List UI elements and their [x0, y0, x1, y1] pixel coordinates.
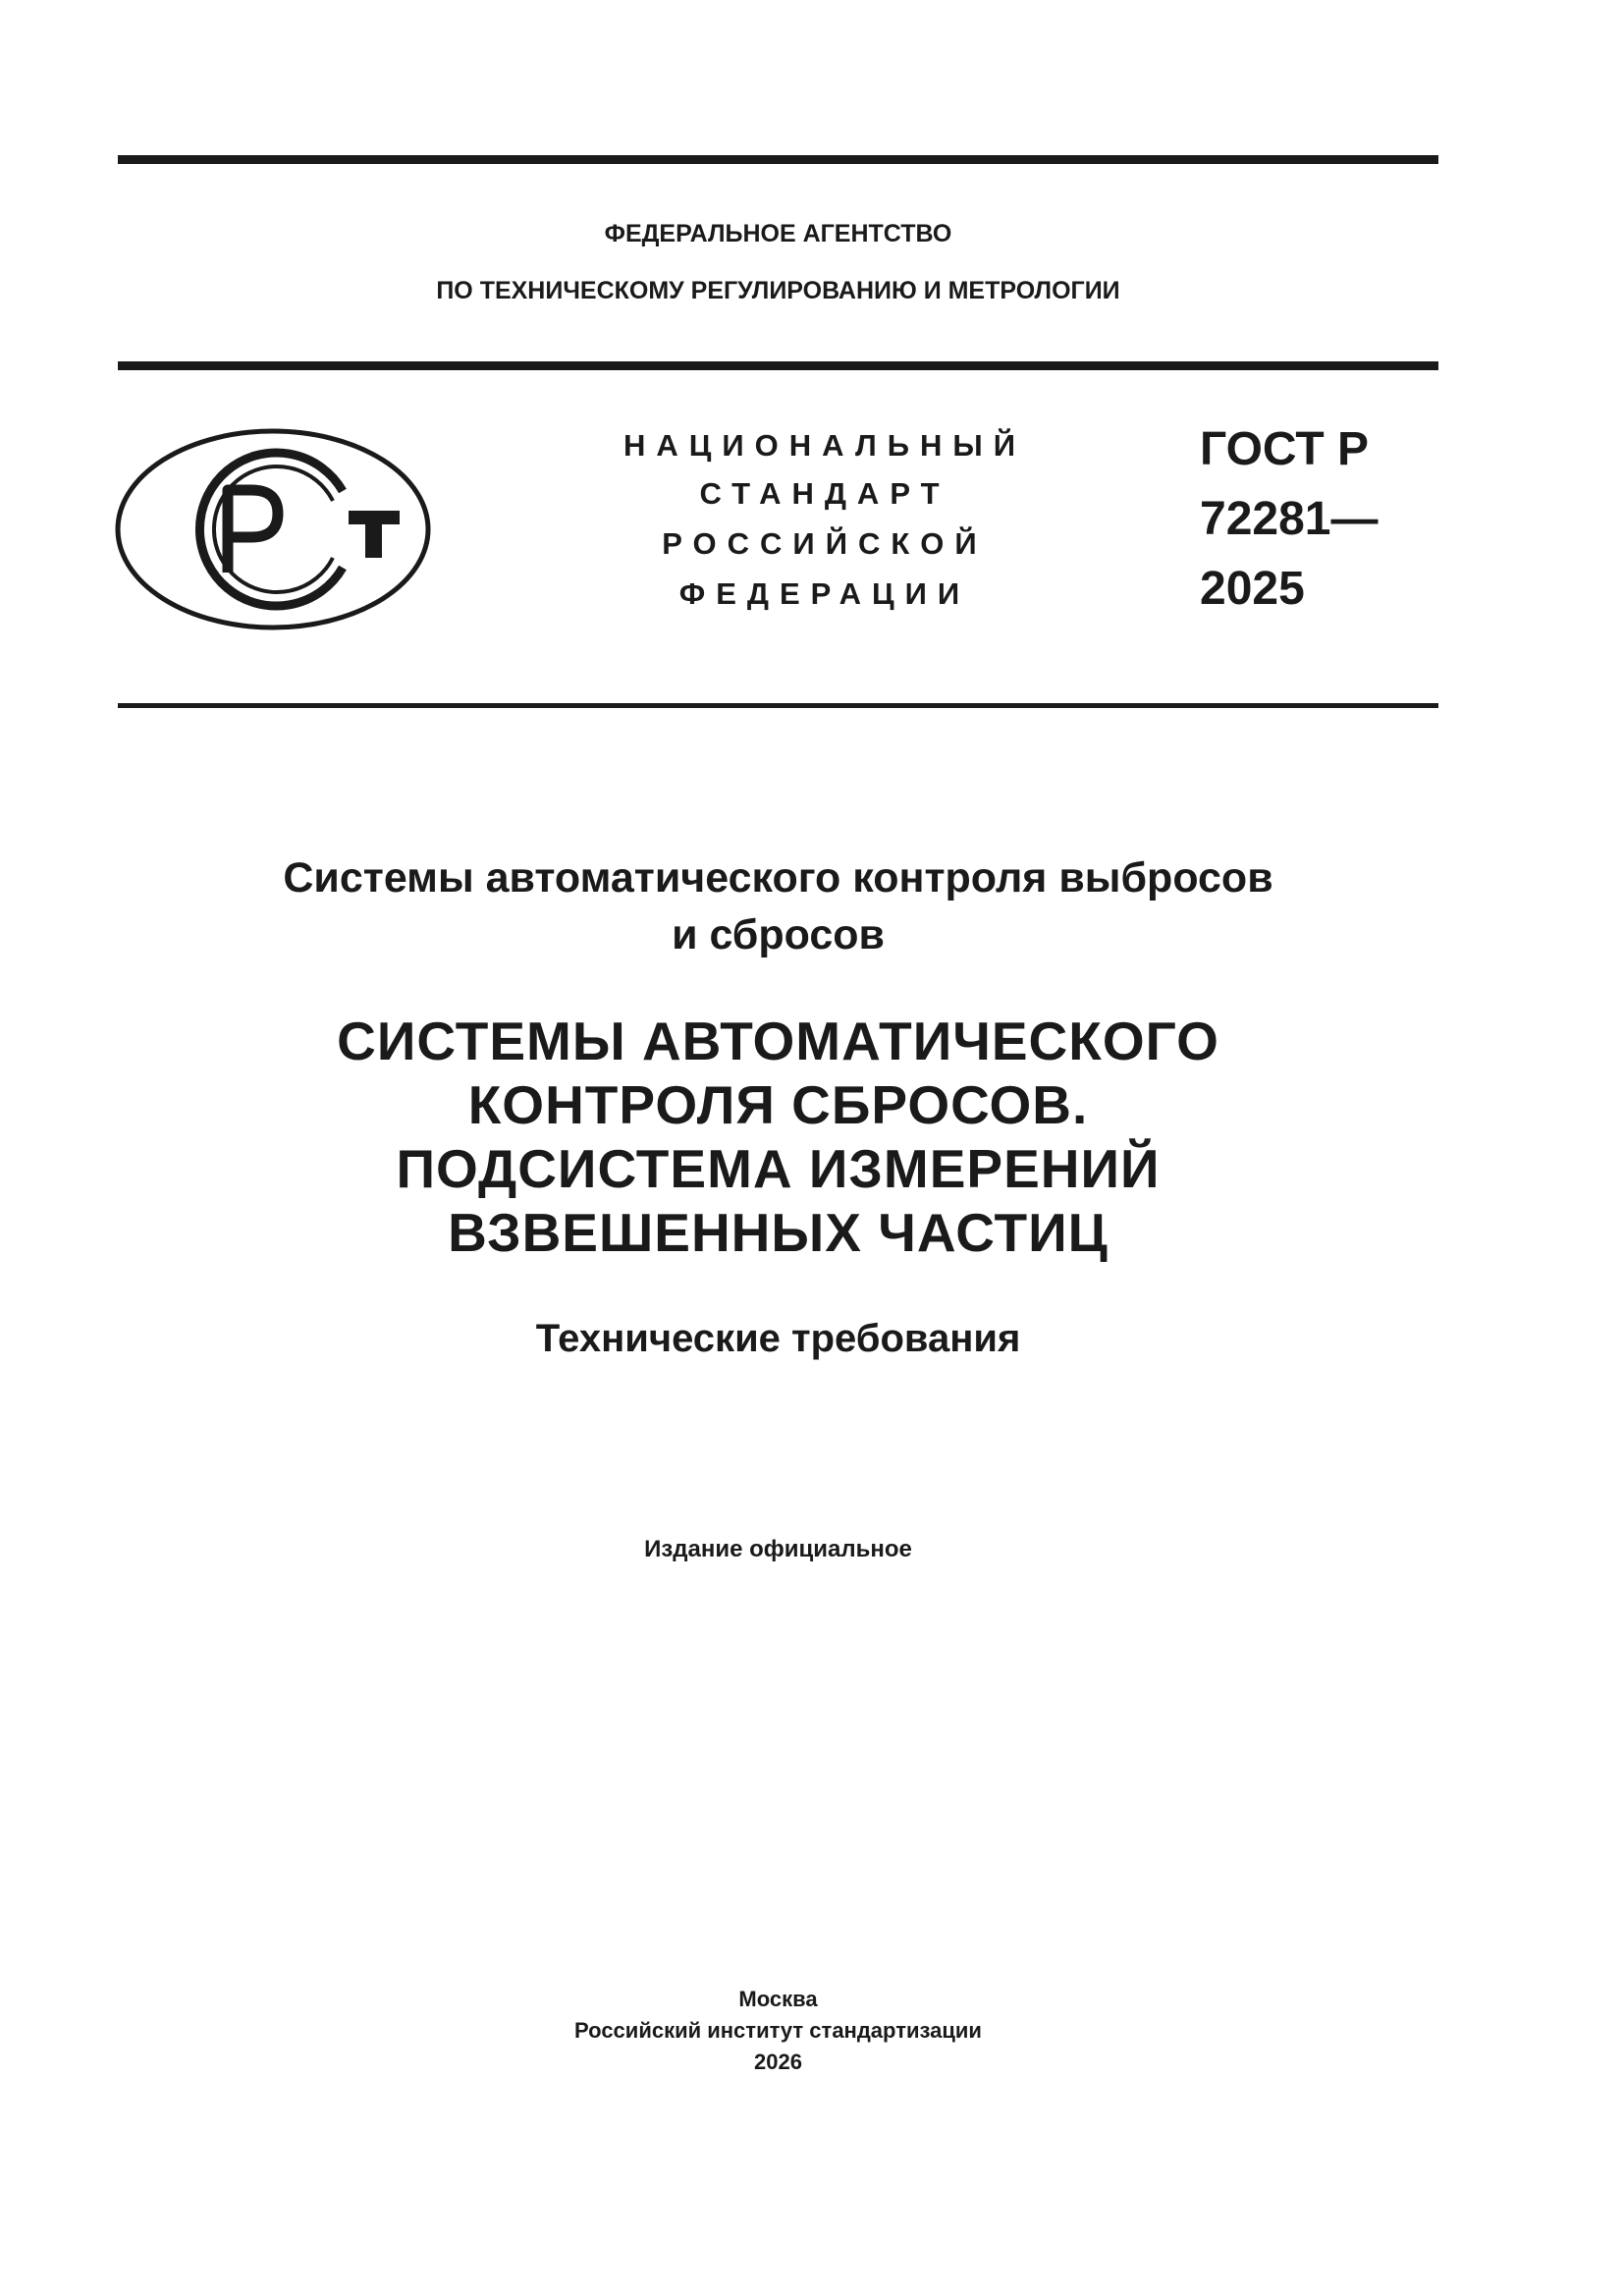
group-title-line-1: Системы автоматического контроля выбросов	[283, 854, 1273, 902]
agency-name-line-2: ПО ТЕХНИЧЕСКОМУ РЕГУЛИРОВАНИЮ И МЕТРОЛОГИИ	[436, 277, 1120, 304]
national-standard-line-1: НАЦИОНАЛЬНЫЙ	[622, 428, 1027, 463]
title-block-rule	[118, 703, 1438, 708]
group-title-line-2: и сбросов	[672, 911, 885, 958]
main-title-line-1: СИСТЕМЫ АВТОМАТИЧЕСКОГО	[337, 1011, 1219, 1071]
document-subtitle: Технические требования	[535, 1317, 1021, 1360]
standard-designation-line-2: 72281—	[1200, 493, 1379, 545]
imprint-publisher: Российский институт стандартизации	[574, 2018, 982, 2043]
main-title-line-2: КОНТРОЛЯ СБРОСОВ.	[467, 1074, 1089, 1135]
edition-note: Издание официальное	[644, 1536, 912, 1562]
national-standard-line-4: ФЕДЕРАЦИИ	[678, 576, 971, 611]
rst-logo	[115, 428, 431, 630]
main-title-line-3: ПОДСИСТЕМА ИЗМЕРЕНИЙ	[396, 1138, 1161, 1199]
standard-designation-year: 2025	[1200, 563, 1305, 615]
national-standard-line-3: РОССИЙСКОЙ	[662, 526, 988, 561]
standard-designation-line-1: ГОСТ Р	[1200, 423, 1370, 475]
imprint-year: 2026	[754, 2050, 802, 2074]
top-rule	[118, 155, 1438, 164]
header-rule	[118, 361, 1438, 370]
agency-name-line-1: ФЕДЕРАЛЬНОЕ АГЕНТСТВО	[604, 220, 952, 247]
imprint-city: Москва	[738, 1987, 818, 2011]
national-standard-line-2: СТАНДАРТ	[699, 476, 950, 511]
main-title-line-4: ВЗВЕШЕННЫХ ЧАСТИЦ	[448, 1202, 1109, 1263]
